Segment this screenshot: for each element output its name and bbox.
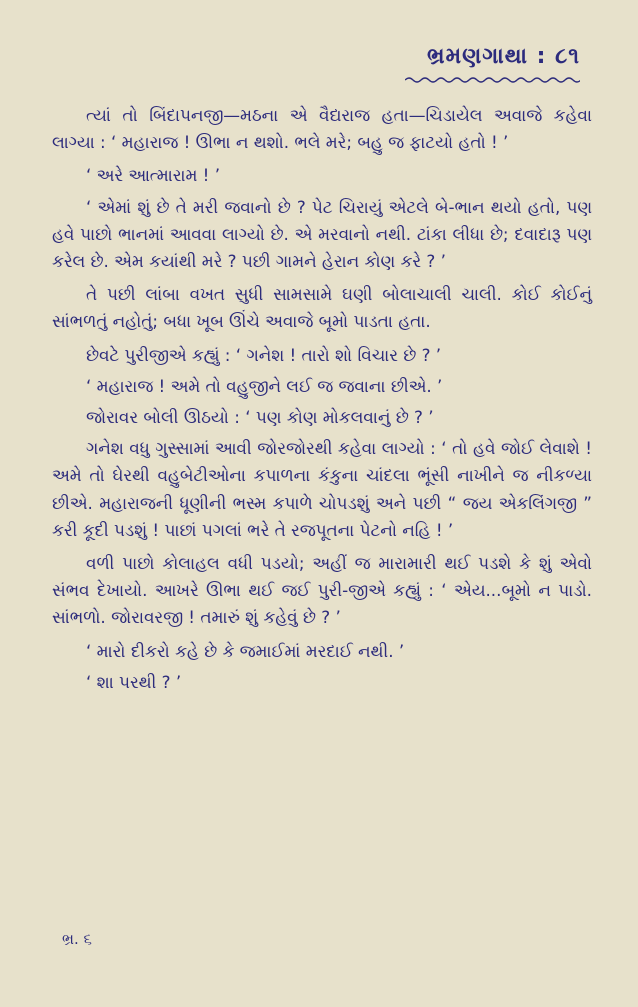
paragraph: વળી પાછો કોલાહલ વધી પડયો; અહીં જ મારામારી થઈ પડશે કે શું એવો સંભવ દેખાયો. આખરે ઊભા થઈ જઈ પુરી-જીએ કહ્યું : ‘ એય...બૂમો ન પાડો. સાંભળો. જોરાવરજી ! તમારું શું કહેવું છે ? ’ — [52, 553, 592, 628]
page-body — [52, 102, 592, 700]
paragraph: ગનેશ વધુ ગુસ્સામાં આવી જોરજોરથી કહેવા લાગ્યો : ‘ તો હવે જોઈ લેવાશે ! અમે તો ઘેરથી વહુબેટીઓના કપાળના કંકુના ચાંદલા ભૂંસી નાખીને જ નીકળ્યા છીએ. મહારાજની ધૂણીની ભસ્મ કપાળે ચોપડશું અને પછી “ જય એકલિંગજી ” કરી કૂદી પડશું ! પાછાં પગલાં ભરે તે રજપૂતના પેટનો નહિ ! ’ — [52, 438, 592, 540]
wavy-rule — [405, 76, 580, 84]
dialogue-line: છેવટે પુરીજીએ કહ્યું : ‘ ગનેશ ! તારો શો વિચાર છે ? ’ — [86, 344, 442, 365]
page-header — [405, 44, 580, 88]
paragraph: તે પછી લાંબા વખત સુધી સામસામે ઘણી બોલાચાલી ચાલી. કોઈ કોઈનું સાંભળતું નહોતું; બધા ખૂબ ઊંચે અવાજે બૂમો પાડતા હતા. — [52, 284, 592, 332]
dialogue-line: ‘ અરે આત્મારામ ! ’ — [86, 165, 221, 186]
running-head: ભ્રમણગાથા : ૮૧ — [426, 44, 580, 69]
paragraph: ‘ એમાં શું છે તે મરી જવાનો છે ? પેટ ચિરાયું એટલે બે-ભાન થયો હતો, પણ હવે પાછો ભાનમાં આવવા લાગ્યો છે. એ મરવાનો નથી. ટાંકા લીધા છે; દવાદારૂ પણ કરેલ છે. એમ કયાંથી મરે ? પછી ગામને હેરાન કોણ કરે ? ’ — [52, 196, 592, 272]
dialogue-line: જોરાવર બોલી ઊઠયો : ‘ પણ કોણ મોકલવાનું છે ? ’ — [86, 407, 434, 428]
dialogue-line: ‘ શા પરથી ? ’ — [86, 671, 182, 692]
paragraph: ત્યાં તો બિંદાપનજી—મઠના એ વૈદ્યરાજ હતા—ચિડાયેલ અવાજે કહેવા લાગ્યા : ‘ મહારાજ ! ઊભા ન થશો. ભલે મરે; બહુ જ ફાટયો હતો ! ’ — [52, 105, 592, 153]
signature-mark: ભ્ર. ૬ — [62, 930, 92, 948]
dialogue-line: ‘ મહારાજ ! અમે તો વહુજીને લઈ જ જવાના છીએ. ’ — [86, 375, 443, 396]
dialogue-line: ‘ મારો દીકરો કહે છે કે જમાઈમાં મરદાઈ નથી. ’ — [86, 640, 405, 661]
